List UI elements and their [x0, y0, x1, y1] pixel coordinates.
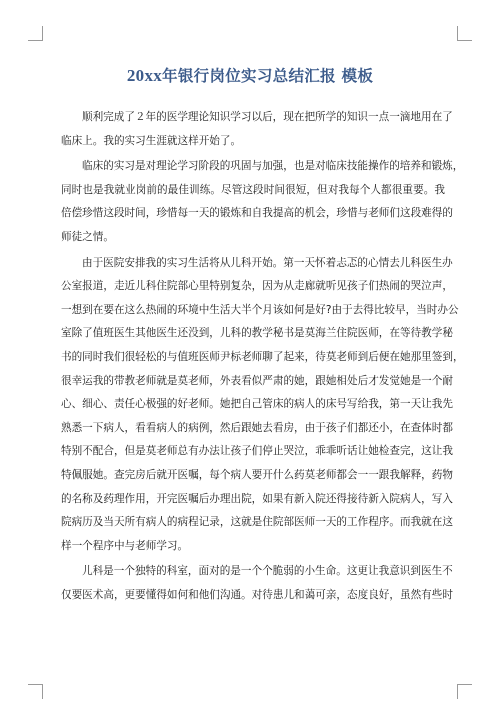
- paragraph-line: 儿科是一个独特的科室，面对的是一个个脆弱的小生命。这更让我意识到医生不: [82, 565, 453, 578]
- paragraph-line: 倍偿珍惜这段时间，珍惜每一天的锻炼和自我提高的机会，珍惜与老师们这段难得的: [61, 207, 453, 220]
- paragraph-line: 特别不配合，但是莫老师总有办法让孩子们停止哭泣，乖乖听话让她检查完，这让我: [61, 445, 453, 458]
- paragraph-line: 院病历及当天所有病人的病程记录，这就是住院部医师一天的工作程序。而我就在这: [61, 516, 453, 529]
- crop-mark-bottom-left: [28, 684, 43, 699]
- paragraph-line: 临床上。我的实习生涯就这样开始了。: [61, 134, 242, 147]
- crop-mark-top-left: [28, 26, 43, 41]
- paragraph-line: 书的同时我们很轻松的与值班医师尹标老师聊了起来，待莫老师到后便在她那里签到，: [61, 350, 464, 363]
- paragraph-line: 的名称及药理作用，开完医嘱后办理出院，如果有新入院还得接待新入院病人，写入: [61, 492, 453, 505]
- paragraph-line: 熟悉一下病人，看看病人的病例，然后跟她去看房，由于孩子们都还小，在查体时都: [61, 421, 453, 434]
- paragraph: [61, 106, 453, 153]
- paragraph-line: 师徒之情。: [61, 230, 114, 243]
- paragraph-line: 样一个程序中与老师学习。: [61, 539, 189, 552]
- paragraph: [61, 560, 453, 607]
- crop-mark-top-right: [457, 26, 472, 41]
- crop-mark-bottom-right: [457, 684, 472, 699]
- paragraph-line: 由于医院安排我的实习生活将从儿科开始。第一天怀着忐忑的心情去儿科医生办: [82, 256, 453, 269]
- paragraph: [61, 155, 464, 249]
- document-title: [0, 64, 500, 86]
- paragraph-line: 仅要医术高，更要懂得如何和他们沟通。对待患儿和蔼可亲，态度良好，虽然有些时: [61, 588, 453, 601]
- paragraph-line: 特佩服她。查完房后就开医嘱，每个病人要开什么药莫老师都会一一跟我解释，药物: [61, 468, 453, 481]
- paragraph-line: 一想到在要在这么热闹的环境中生活大半个月该如何是好?由于去得比较早，当时办公: [61, 303, 459, 316]
- paragraph-line: 顺利完成了２年的医学理论知识学习以后，现在把所学的知识一点一滴地用在了: [82, 111, 453, 123]
- document-title-text: 年银行岗位实习总结汇报 模板: [162, 67, 374, 85]
- paragraph: [61, 252, 464, 559]
- document-body: [61, 106, 464, 609]
- paragraph-line: 同时也是我就业岗前的最佳训练。尽管这段时间很短，但对我每个人都很重要。我: [61, 183, 445, 196]
- paragraph-line: 心、细心、责任心极强的好老师。她把自己管床的病人的床号写给我，第一天让我先: [61, 398, 453, 411]
- document-title-prefix: 20xx: [126, 66, 163, 85]
- paragraph-line: 公室报道，走近儿科住院部心里特别复杂，因为从走廊就听见孩子们热闹的哭泣声，: [61, 280, 453, 293]
- paragraph-line: 临床的实习是对理论学习阶段的巩固与加强，也是对临床技能操作的培养和锻炼，: [82, 160, 464, 173]
- paragraph-line: 室除了值班医生其他医生还没到，儿科的教学秘书是莫海兰住院医师，在等待教学秘: [61, 327, 453, 340]
- paragraph-line: 很幸运我的带教老师就是莫老师，外表看似严肃的她，跟她相处后才发觉她是一个耐: [61, 374, 453, 387]
